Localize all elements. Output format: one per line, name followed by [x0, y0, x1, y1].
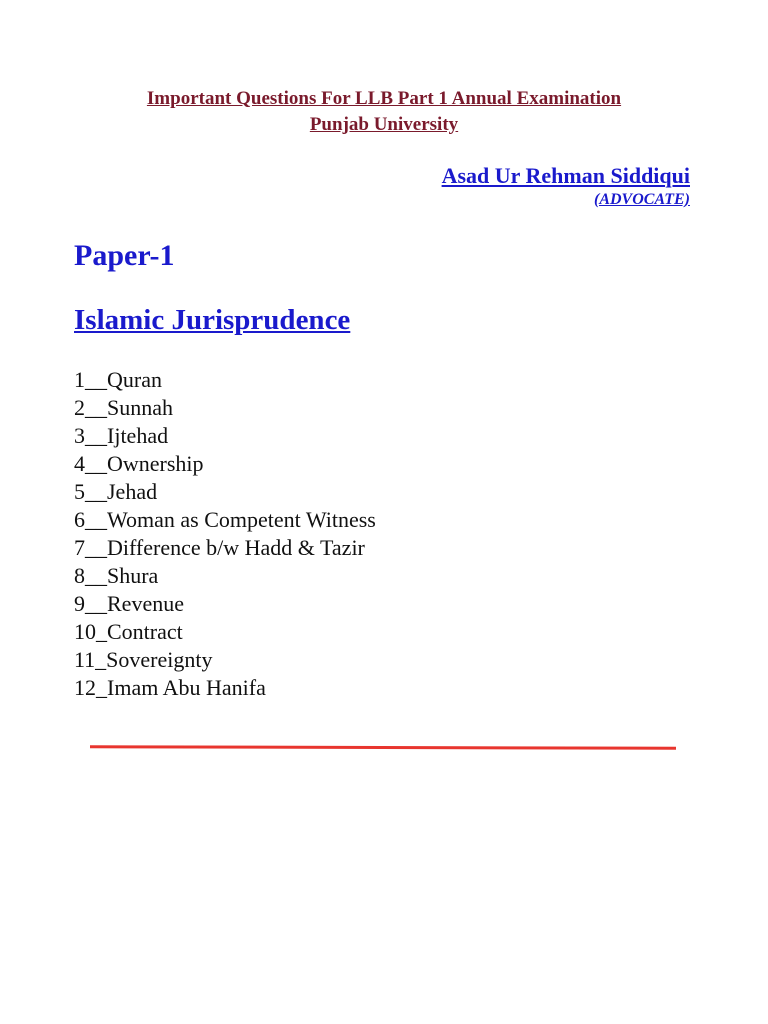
question-item: 4__Ownership — [74, 451, 204, 476]
section-divider — [90, 745, 676, 750]
question-item: 6__Woman as Competent Witness — [74, 507, 376, 532]
author-title: (ADVOCATE) — [593, 191, 690, 208]
document-header — [0, 86, 768, 138]
question-item: 5__Jehad — [74, 479, 158, 504]
question-item: 9__Revenue — [74, 591, 184, 616]
subject-heading: Islamic Jurisprudence — [74, 304, 351, 336]
header-title-line-2: Punjab University — [309, 114, 459, 135]
question-item: 11_Sovereignty — [74, 647, 213, 672]
paper-heading: Paper-1 — [74, 239, 175, 272]
author-block — [442, 163, 690, 211]
question-item: 8__Shura — [74, 563, 159, 588]
question-item: 10_Contract — [74, 619, 183, 644]
question-item: 3__Ijtehad — [74, 423, 169, 448]
author-name: Asad Ur Rehman Siddiqui — [441, 163, 690, 188]
question-item: 2__Sunnah — [74, 395, 173, 420]
question-item: 1__Quran — [74, 367, 162, 392]
question-list — [74, 366, 376, 702]
header-title-line-1: Important Questions For LLB Part 1 Annual Examination — [146, 88, 622, 109]
question-item: 12_Imam Abu Hanifa — [74, 675, 266, 700]
question-item: 7__Difference b/w Hadd & Tazir — [74, 535, 365, 560]
